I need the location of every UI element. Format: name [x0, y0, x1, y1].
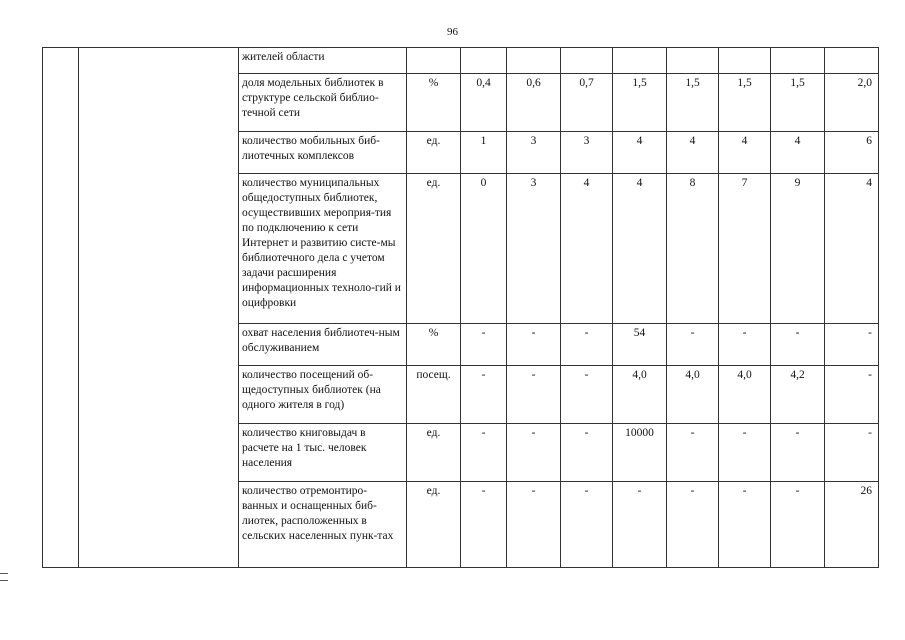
value-cell: [613, 48, 667, 74]
value-cell: 1,5: [719, 74, 771, 132]
value-cell: -: [771, 424, 825, 482]
value-cell: 0: [461, 174, 507, 324]
unit-cell: ед.: [407, 132, 461, 174]
value-cell: [561, 48, 613, 74]
value-cell: 4: [667, 132, 719, 174]
value-cell: -: [561, 324, 613, 366]
unit-cell: ед.: [407, 482, 461, 568]
value-cell: 4: [771, 132, 825, 174]
indicator-name: количество мобильных биб-лиотечных комплексов: [239, 132, 407, 174]
value-cell: -: [825, 366, 879, 424]
value-cell: -: [507, 366, 561, 424]
value-cell: -: [561, 482, 613, 568]
value-cell: 1,5: [667, 74, 719, 132]
value-cell: 1,5: [613, 74, 667, 132]
value-cell: -: [507, 424, 561, 482]
value-cell: -: [667, 424, 719, 482]
unit-cell: [407, 48, 461, 74]
value-cell: -: [561, 366, 613, 424]
value-cell: -: [461, 324, 507, 366]
value-cell: -: [667, 482, 719, 568]
value-cell: 4: [719, 132, 771, 174]
value-cell: -: [461, 366, 507, 424]
value-cell: 4: [825, 174, 879, 324]
value-cell: -: [719, 324, 771, 366]
value-cell: -: [771, 324, 825, 366]
margin-mark: [0, 573, 8, 574]
unit-cell: посещ.: [407, 366, 461, 424]
value-cell: 0,7: [561, 74, 613, 132]
margin-mark: [0, 580, 8, 581]
table-row: [43, 48, 879, 74]
value-cell: 3: [507, 174, 561, 324]
value-cell: [719, 48, 771, 74]
value-cell: 3: [507, 132, 561, 174]
value-cell: 2,0: [825, 74, 879, 132]
indicator-name: жителей области: [239, 48, 407, 74]
value-cell: [667, 48, 719, 74]
value-cell: 8: [667, 174, 719, 324]
value-cell: 4,0: [667, 366, 719, 424]
indicator-name: количество отремонтиро-ванных и оснащенных биб-лиотек, расположенных в сельских населенных пунк-тах: [239, 482, 407, 568]
value-cell: 1: [461, 132, 507, 174]
value-cell: 4,0: [613, 366, 667, 424]
value-cell: -: [507, 324, 561, 366]
value-cell: -: [507, 482, 561, 568]
value-cell: 1,5: [771, 74, 825, 132]
value-cell: -: [771, 482, 825, 568]
indicator-name: количество книговыдач в расчете на 1 тыс. человек населения: [239, 424, 407, 482]
value-cell: -: [825, 324, 879, 366]
value-cell: [461, 48, 507, 74]
value-cell: -: [461, 424, 507, 482]
indicator-name: доля модельных библиотек в структуре сельской библио-течной сети: [239, 74, 407, 132]
value-cell: -: [613, 482, 667, 568]
indicators-table: [42, 47, 879, 568]
value-cell: -: [825, 424, 879, 482]
unit-cell: %: [407, 324, 461, 366]
empty-cell: [79, 48, 239, 568]
empty-cell: [43, 48, 79, 568]
indicator-name: охват населения библиотеч-ным обслуживанием: [239, 324, 407, 366]
value-cell: 4: [561, 174, 613, 324]
value-cell: 4: [613, 174, 667, 324]
value-cell: 4,0: [719, 366, 771, 424]
value-cell: -: [719, 424, 771, 482]
unit-cell: ед.: [407, 174, 461, 324]
value-cell: 10000: [613, 424, 667, 482]
value-cell: -: [561, 424, 613, 482]
value-cell: 7: [719, 174, 771, 324]
value-cell: 54: [613, 324, 667, 366]
value-cell: 0,6: [507, 74, 561, 132]
value-cell: [507, 48, 561, 74]
value-cell: [771, 48, 825, 74]
value-cell: 9: [771, 174, 825, 324]
indicator-name: количество муниципальных общедоступных библиотек, осуществивших мероприя-тия по подключению к сети Интернет и развитию систе-мы библиотечного дела с учетом задачи расширения информационных техноло-гий и оцифровки: [239, 174, 407, 324]
value-cell: -: [719, 482, 771, 568]
value-cell: 4: [613, 132, 667, 174]
value-cell: 0,4: [461, 74, 507, 132]
value-cell: -: [461, 482, 507, 568]
unit-cell: %: [407, 74, 461, 132]
value-cell: 4,2: [771, 366, 825, 424]
value-cell: 6: [825, 132, 879, 174]
value-cell: -: [667, 324, 719, 366]
value-cell: 26: [825, 482, 879, 568]
unit-cell: ед.: [407, 424, 461, 482]
indicator-name: количество посещений об-щедоступных библиотек (на одного жителя в год): [239, 366, 407, 424]
value-cell: 3: [561, 132, 613, 174]
value-cell: [825, 48, 879, 74]
page-number: 96: [447, 26, 458, 38]
